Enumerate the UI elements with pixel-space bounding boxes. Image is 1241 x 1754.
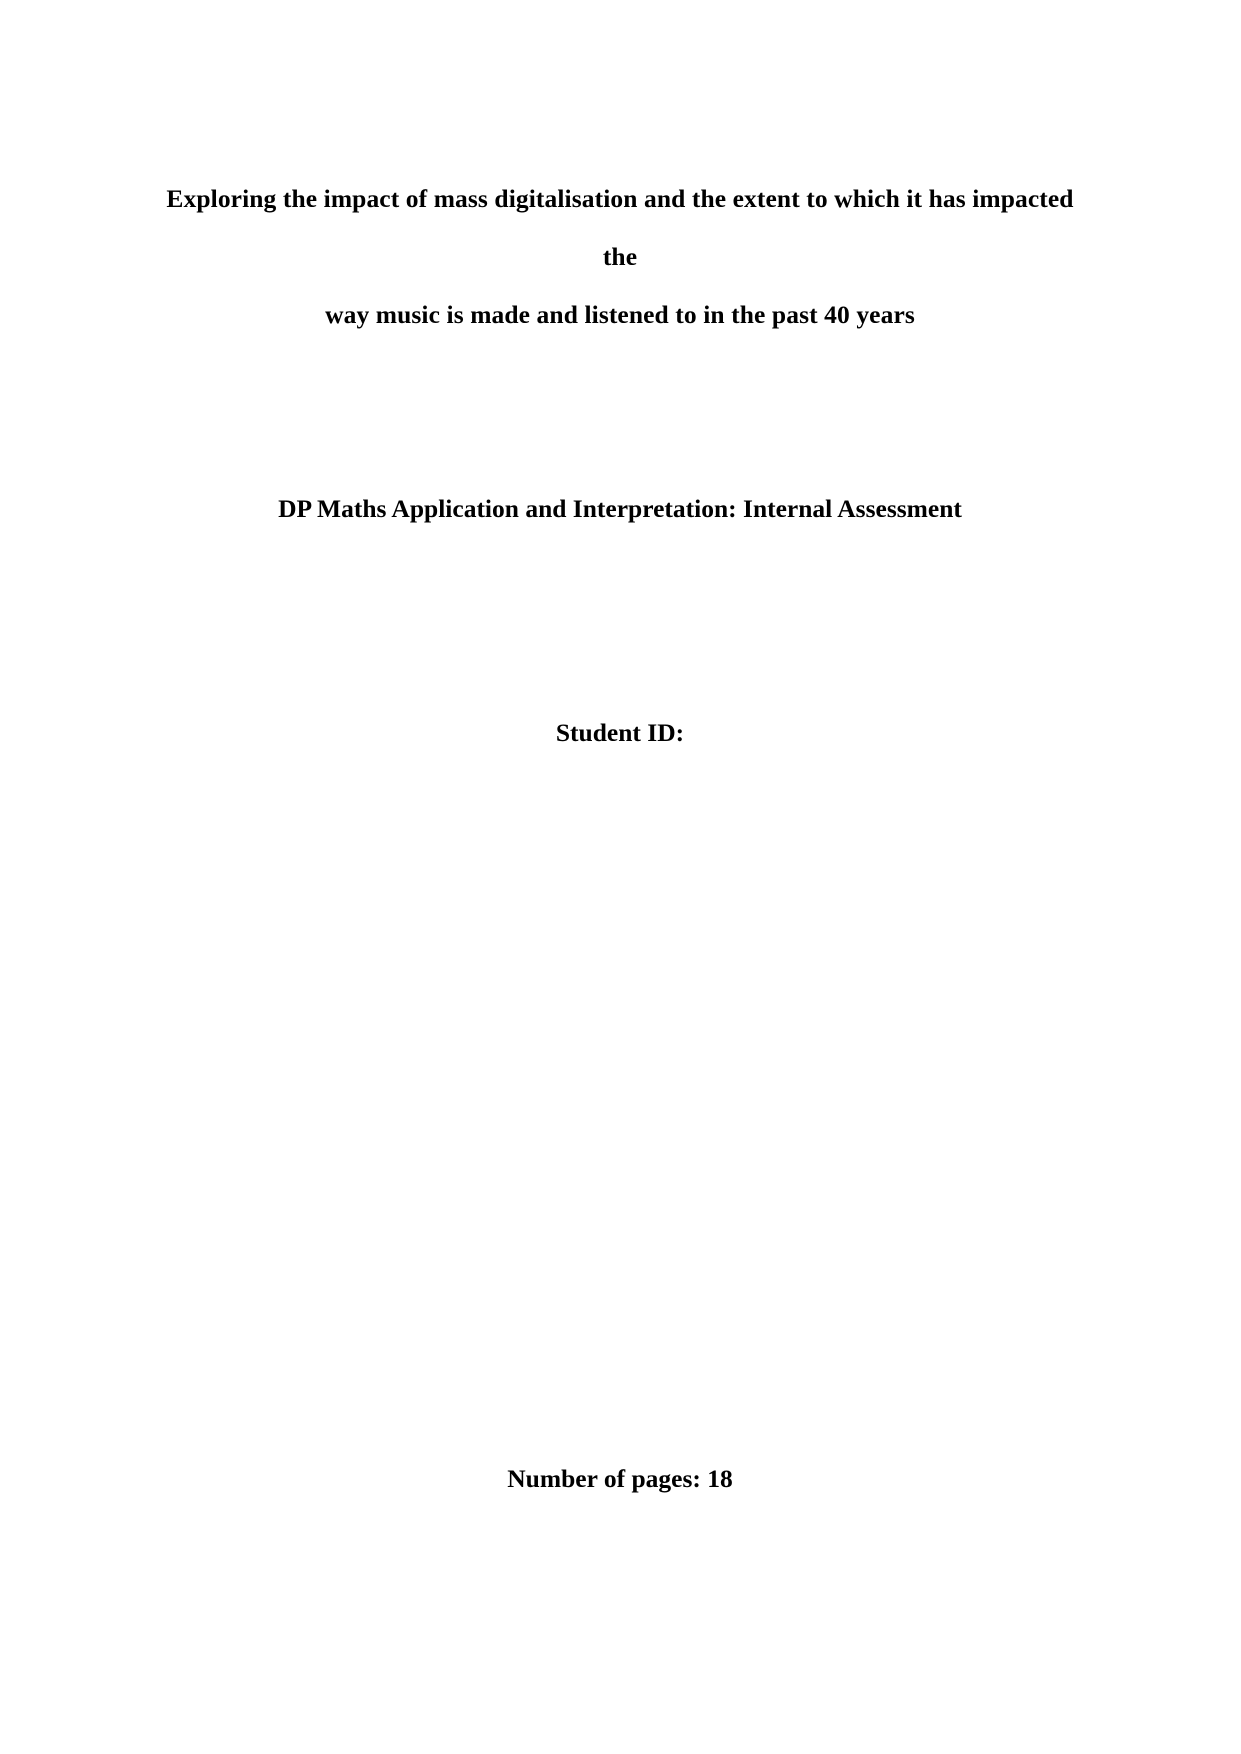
page-count-label: Number of pages: 18 [507, 1464, 733, 1493]
title-line-2: way music is made and listened to in the past 40 years [325, 300, 915, 329]
document-subject [155, 480, 1085, 538]
student-id-label: Student ID: [555, 718, 685, 747]
student-id-section [155, 704, 1085, 762]
subject-line: DP Maths Application and Interpretation: Internal Assessment [278, 494, 962, 523]
document-title [155, 170, 1085, 344]
title-line-1: Exploring the impact of mass digitalisation and the extent to which it has impacted the [166, 184, 1074, 271]
page-count-section [155, 1450, 1085, 1508]
page-content [155, 0, 1085, 1754]
